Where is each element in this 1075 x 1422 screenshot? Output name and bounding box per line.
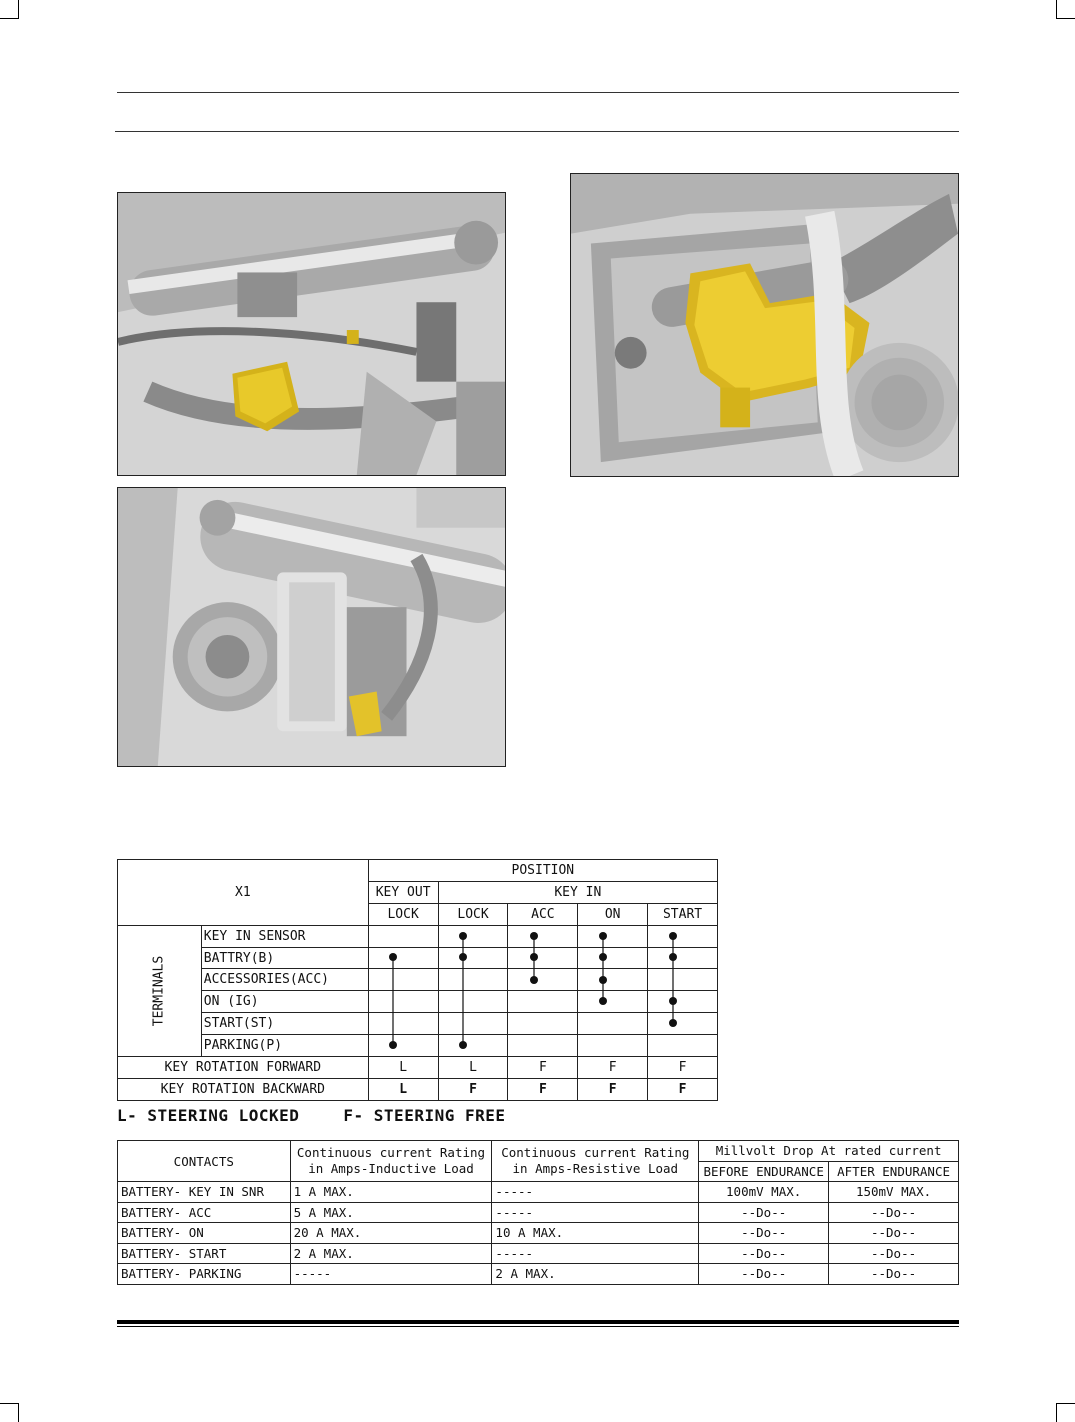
drop-before: --Do-- bbox=[699, 1202, 829, 1223]
photo-ignition-switch-assembly bbox=[570, 173, 959, 477]
backward-value: F bbox=[438, 1078, 508, 1100]
photo-key-lock-cylinder bbox=[117, 487, 506, 767]
before-endurance-header: BEFORE ENDURANCE bbox=[699, 1161, 829, 1182]
backward-value: F bbox=[508, 1078, 578, 1100]
terminals-label-cell bbox=[118, 925, 202, 1056]
drop-after: --Do-- bbox=[829, 1202, 959, 1223]
inductive-rating: 20 A MAX. bbox=[290, 1223, 492, 1244]
table-row bbox=[118, 1223, 959, 1244]
col-header-lock-in: LOCK bbox=[438, 903, 508, 925]
resistive-header-line2: in Amps-Resistive Load bbox=[512, 1161, 679, 1176]
contact-name: BATTERY- KEY IN SNR bbox=[118, 1182, 291, 1203]
contacts-header: CONTACTS bbox=[118, 1141, 291, 1182]
table-row bbox=[118, 1202, 959, 1223]
drop-before: --Do-- bbox=[699, 1243, 829, 1264]
resistive-rating: ----- bbox=[492, 1202, 699, 1223]
forward-row-label: KEY ROTATION FORWARD bbox=[118, 1057, 369, 1079]
resistive-rating: ----- bbox=[492, 1243, 699, 1264]
crop-mark-bottom-right bbox=[1056, 1403, 1075, 1422]
legend-free: F- STEERING FREE bbox=[343, 1106, 506, 1125]
footer-rule-thick bbox=[117, 1320, 959, 1324]
forward-value: F bbox=[508, 1057, 578, 1079]
inductive-rating: ----- bbox=[290, 1264, 492, 1285]
contact-name: BATTERY- ACC bbox=[118, 1202, 291, 1223]
backward-value: F bbox=[578, 1078, 648, 1100]
after-endurance-header: AFTER ENDURANCE bbox=[829, 1161, 959, 1182]
position-header: POSITION bbox=[368, 860, 717, 882]
legend-locked: L- STEERING LOCKED bbox=[117, 1106, 300, 1125]
resistive-rating: 2 A MAX. bbox=[492, 1264, 699, 1285]
forward-value: F bbox=[578, 1057, 648, 1079]
crop-mark-top-left bbox=[0, 0, 19, 19]
terminal-row-label: KEY IN SENSOR bbox=[201, 925, 368, 947]
key-in-header: KEY IN bbox=[438, 881, 717, 903]
header-rule-top bbox=[117, 92, 959, 93]
resistive-header bbox=[492, 1141, 699, 1182]
millivolt-header: Millvolt Drop At rated current bbox=[699, 1141, 959, 1162]
photo-steering-column-connector bbox=[117, 192, 506, 476]
resistive-rating: ----- bbox=[492, 1182, 699, 1203]
resistive-header-line1: Continuous current Rating bbox=[501, 1145, 690, 1160]
contact-name: BATTERY- PARKING bbox=[118, 1264, 291, 1285]
drop-before: 100mV MAX. bbox=[699, 1182, 829, 1203]
resistive-rating: 10 A MAX. bbox=[492, 1223, 699, 1244]
drop-after: 150mV MAX. bbox=[829, 1182, 959, 1203]
backward-value: F bbox=[648, 1078, 718, 1100]
inductive-header-line2: in Amps-Inductive Load bbox=[308, 1161, 474, 1176]
inductive-rating: 5 A MAX. bbox=[290, 1202, 492, 1223]
contact-name: BATTERY- ON bbox=[118, 1223, 291, 1244]
footer-rule-thin bbox=[117, 1326, 959, 1327]
terminal-row-label: BATTRY(B) bbox=[201, 947, 368, 969]
table-row bbox=[118, 1243, 959, 1264]
table-row bbox=[118, 1264, 959, 1285]
steering-legend bbox=[117, 1106, 506, 1125]
drop-before: --Do-- bbox=[699, 1264, 829, 1285]
col-header-lock-out: LOCK bbox=[368, 903, 438, 925]
crop-mark-top-right bbox=[1056, 0, 1075, 19]
terminals-label: TERMINALS bbox=[151, 955, 167, 1027]
terminal-row-label: START(ST) bbox=[201, 1013, 368, 1035]
drop-after: --Do-- bbox=[829, 1243, 959, 1264]
forward-value: F bbox=[648, 1057, 718, 1079]
terminal-row-label: PARKING(P) bbox=[201, 1035, 368, 1057]
forward-value: L bbox=[368, 1057, 438, 1079]
terminal-row-label: ACCESSORIES(ACC) bbox=[201, 969, 368, 991]
drop-after: --Do-- bbox=[829, 1223, 959, 1244]
x1-label: X1 bbox=[118, 860, 369, 926]
key-out-header: KEY OUT bbox=[368, 881, 438, 903]
inductive-header-line1: Continuous current Rating bbox=[296, 1145, 486, 1160]
inductive-rating: 2 A MAX. bbox=[290, 1243, 492, 1264]
backward-row-label: KEY ROTATION BACKWARD bbox=[118, 1078, 369, 1100]
col-header-acc: ACC bbox=[508, 903, 578, 925]
terminal-row-label: ON (IG) bbox=[201, 991, 368, 1013]
inductive-rating: 1 A MAX. bbox=[290, 1182, 492, 1203]
contact-ratings-table bbox=[117, 1140, 959, 1285]
contact-name: BATTERY- START bbox=[118, 1243, 291, 1264]
forward-value: L bbox=[438, 1057, 508, 1079]
header-rule-bottom bbox=[115, 131, 959, 132]
col-header-start: START bbox=[648, 903, 718, 925]
drop-before: --Do-- bbox=[699, 1223, 829, 1244]
backward-value: L bbox=[368, 1078, 438, 1100]
col-header-on: ON bbox=[578, 903, 648, 925]
table-row bbox=[118, 1182, 959, 1203]
inductive-header bbox=[290, 1141, 492, 1182]
drop-after: --Do-- bbox=[829, 1264, 959, 1285]
crop-mark-bottom-left bbox=[0, 1403, 19, 1422]
key-switch-position-table bbox=[117, 859, 718, 1101]
